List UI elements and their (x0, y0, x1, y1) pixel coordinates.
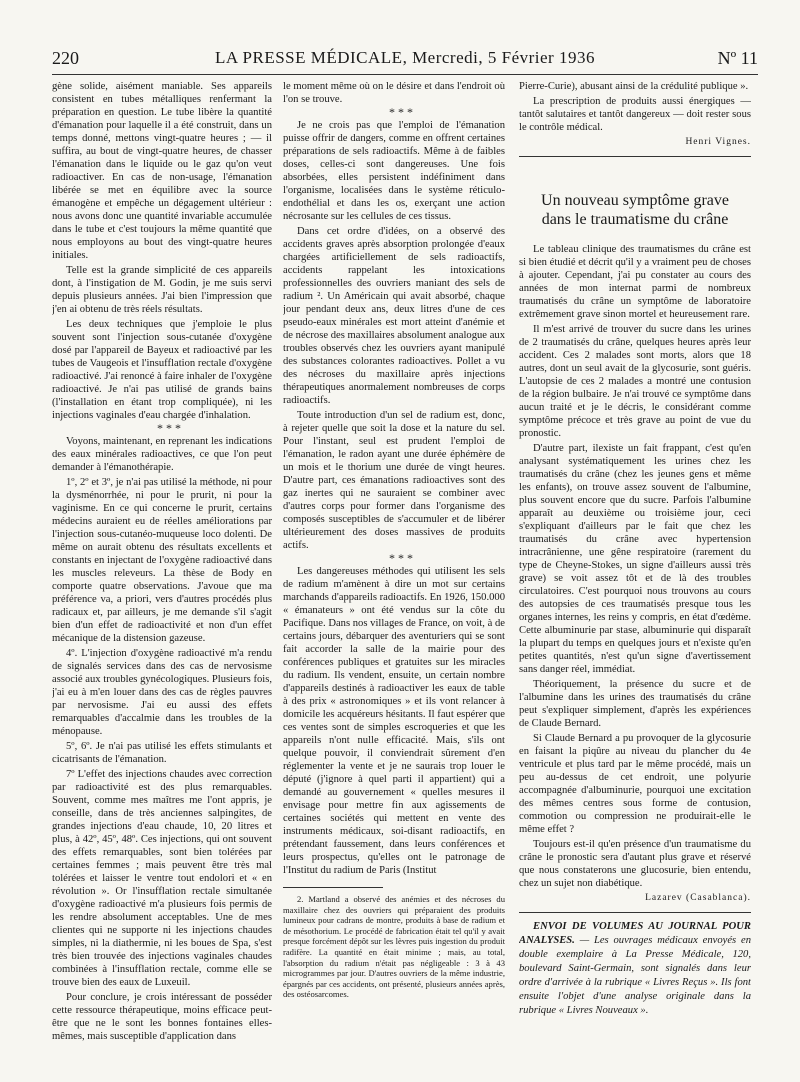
notice-body: — Les ouvrages médicaux envoyés en double exemplaire à La Presse Médicale, 120, boulevard Saint-Germain, sont signalés dans leur ordre d'arrivée à la rubrique « Livres Reçus ». Ils font ensuite l'objet d'une analyse originale dans la rubrique « Livres Nouveaux ». (519, 935, 751, 1016)
paragraph: Toujours est-il qu'en présence d'un traumatisme du crâne le pronostic sera d'autant plus grave et réservé que nous constaterons une glucosurie, bien entendu, chez un sujet non diabétique. (519, 839, 751, 889)
footnote (283, 894, 505, 1000)
paragraph: 4º. L'injection d'oxygène radioactivé m'a rendu de signalés services dans des cas de nervosisme associé aux troubles gynécologiques. Plusieurs fois, j'ai eu à m'en louer dans des cas de règles pauvres par nervosisme. J'ai eu aussi des effets remarquables d'accalmie dans les troubles de la ménopause. (52, 648, 272, 737)
paragraph: Le tableau clinique des traumatismes du crâne est si bien étudié et décrit qu'il y a vraiment peu de choses à ajouter. Cependant, j'ai pu constater au cours des années de mon internat parmi de nombreux traumatisés du crâne un symptôme de laboratoire extrêmement grave sinon mortel et heureusement rare. (519, 244, 751, 320)
footnote-divider (283, 887, 383, 888)
paragraph: D'autre part, ilexiste un fait frappant, c'est qu'en analysant systématiquement les urines chez les traumatisés du crâne (chez les jeunes gens et même les enfants), on trouve assez souvent de l'albumine, plus souvent encore que du sucre. Parfois l'albumine apparaît au deuxième ou troisième jour, ceci s'expliquant d'ailleurs par le fait que chez les traumatisés du crâne avec hypertension intracrânienne, une gêne respiratoire (rarement du type de Cheyne-Stokes, un signe d'ailleurs aussi très grave) se voit assez tôt et de là des troubles circulatoires. C'est pourquoi nous trouvons au cours des autopsies de ces traumatisés presque tous les organes internes, les reins y compris, en état d'œdème. Cette albuminurie par stase, albuminurie qui disparaît la plupart du temps en quelques jours et n'existe qu'en petites quantités, n'est qu'un signe d'avertissement sans danger réel, immédiat. (519, 443, 751, 675)
paragraph: le moment même où on le désire et dans l'endroit où l'on se trouve. (283, 81, 505, 105)
journal-title: LA PRESSE MÉDICALE, Mercredi, 5 Février 1936 (215, 48, 595, 67)
column-left (52, 80, 272, 1078)
paragraph: Dans cet ordre d'idées, on a observé des accidents graves après absorption prolongée d'eaux chargées artificiellement de sels radioactifs, accidents rappelant les intoxications professionnelles des ouvriers maniant des sels de radium ². Un Américain qui avait absorbé, chaque jour pendant deux ans, deux litres d'une de ces pseudo-eaux minérales est mort atteint d'anémie et de nécrose des maxillaires absolument analogue aux troubles observés chez les ouvriers ayant manipulé des substances colorantes radioactives. Pollet a vu des nécroses du maxillaire après injections thérapeutiques anormalement nombreuses de corps radioactifs. (283, 226, 505, 406)
article-title-line: Un nouveau symptôme grave (541, 192, 729, 209)
paragraph: 5º, 6º. Je n'ai pas utilisé les effets stimulants et cicatrisants de l'émanation. (52, 741, 272, 765)
paragraph: La prescription de produits aussi énergiques — tantôt salutaires et tantôt dangereux — doit rester sous le contrôle médical. (519, 96, 751, 133)
paragraph: Les deux techniques que j'emploie le plus souvent sont l'injection sous-cutanée d'oxygène dosé par l'appareil de Bayeux et radioactivé par les tubes de Vaugeois et l'insufflation rectale d'oxygène radioactivé. J'ai renoncé à faire inhaler de l'oxygène radioactivé. Je n'ai pas utilisé de grands bains (l'installation en étant trop compliquée), ni les injections vaginales d'eau chargée d'inhalation. (52, 319, 272, 421)
notice-heading: ENVOI DE VOLUMES AU JOURNAL POUR ANALYSES. (519, 921, 751, 946)
paragraph: 7º L'effet des injections chaudes avec correction par radioactivité est des plus remarquables. Souvent, comme mes maîtres me l'ont appris, je conseille, dans de très anciennes salpingites, de grandes injections d'eau chaude, 10, 20 litres et plus, à 42º, 45º, 48º. Ces injections, qui ont souvent des effets remarquables, sont bien tolérées par certaines femmes ; mais peuvent être très mal tolérées et laisser le ventre tout endolori et « en révolution ». Or l'insufflation rectale simultanée d'oxygène radioactivé m'a plusieurs fois permis de les rendre absolument acceptables. Une de mes clientes qui ne supporte ni les injections chaudes simples, ni la diathermie, ni les boues de Spa, s'est très bien trouvée des injections vaginales chaudes combinées à l'insufflation rectale, comme elle se trouve bien des eaux de Luxeuil. (52, 769, 272, 988)
author-signature: Henri Vignes. (685, 137, 751, 147)
paragraph: Si Claude Bernard a pu provoquer de la glycosurie en faisant la piqûre au niveau du plancher du 4e ventricule et plus tard par le même procédé, mais un peu au-dessus de cet endroit, une polyurie accompagnée d'albuminurie, pourquoi une excitation des mêmes centres sous forme de contusion, commotion ou compression ne produirait-elle le même effet ? (519, 733, 751, 835)
paragraph: Toute introduction d'un sel de radium est, donc, à rejeter quelle que soit la dose et la nature du sel. Pour l'instant, seul est prudent l'emploi de l'émanation, le radon ayant une durée éphémère de un mois et le thorium une durée de vingt heures. D'autre part, ces émanations radioactives sont des gaz inertes qui ne sauraient se combiner avec d'autres corps pour former dans l'organisme des composés susceptibles de s'accumuler et de libérer ultérieurement des doses massives de produits actifs. (283, 410, 505, 551)
paragraph: Pierre-Curie), abusant ainsi de la crédulité publique ». (519, 81, 749, 92)
editorial-notice (519, 920, 751, 1018)
paragraph: Théoriquement, la présence du sucre et de l'albumine dans les urines des traumatisés du crâne peut s'expliquer simplement, d'après les expériences de Claude Bernard. (519, 679, 751, 729)
paragraph: Pour conclure, je crois intéressant de posséder cette ressource thérapeutique, moins efficace peut-être que ne le sont les bonnes fontaines elles-mêmes, mais susceptible d'application dans (52, 992, 272, 1042)
paragraph: Telle est la grande simplicité de ces appareils dont, à l'instigation de M. Godin, je me suis servi depuis plusieurs années. J'ai bien l'impression que j'en ai obtenu de très réels résultats. (52, 265, 272, 315)
page-header (52, 44, 758, 75)
issue-number: Nº 11 (717, 48, 758, 68)
paragraph: 1º, 2º et 3º, je n'ai pas utilisé la méthode, ni pour la dysménorrhée, ni pour le prurit, ni pour la vaginisme. En ce qui concerne le prurit, certains médecins auraient eu de réelles améliorations par l'injection sous-cutanéo-muqueuse loco dolenti. De même on aurait obtenu des résultats excellents et constants en injectant de l'oxygène radioactivé dans les muscles releveurs. La thèse de Body en comporte quatre observations. J'avoue que ma préférence va, a priori, vers d'autres procédés plus radicaux et, par ailleurs, je me demande s'il s'agit bien d'un effet de radioactivité et non d'un effet mécanique de la distension gazeuse. (52, 477, 272, 644)
section-separator: * * * (389, 105, 413, 119)
paragraph: Il m'est arrivé de trouver du sucre dans les urines de 2 traumatisés du crâne, quelques heures après leur accident. Ces 2 malades sont morts, alors que 18 autres, dont un seul avait de la glycosurie, sont guéris. L'autopsie de ces 2 malades a montré une contusion de la région bulbaire. Je n'ai trouvé ce symptôme dans aucun traité et je le décris, le considérant comme symptôme précoce et très grave au point de vue du pronostic. (519, 324, 751, 439)
paragraph: Les dangereuses méthodes qui utilisent les sels de radium m'amènent à dire un mot sur certains marchands d'appareils radioactifs. En 1926, 150.000 « émanateurs » ont été vendus sur la côte du Pacifique. Dans nos villages de France, on voit, à de certains jours, débarquer des aventuriers qui se sont fait accorder la salle de la mairie pour des conférences publiques et gratuites sur les miracles du radium. Ils vendent, ensuite, un certain nombre d'appareils destinés à radioactiver les eaux de table à des prix « astronomiques » et ils vont relancer à domicile les acquéreurs hésitants. Il faut espérer que ces ventes sont de simples escroqueries et que les appareils n'ont nulle efficacité. Mais, s'ils ont quelque pouvoir, il conviendrait sûrement d'en réglementer la vente et je ne saurais trop louer le député (j'ignore à quel parti il appartient) qui a demandé au gouvernement « quelles mesures il envisage pour mettre fin aux agissements de certaines sociétés qui mettent en vente des instruments médicaux, soi-disant radioactifs, en prétendant faussement, dans leurs conférences et leurs prospectus, qu'elles ont le patronage de l'Institut du radium de Paris (Institut (283, 566, 505, 876)
column-right (519, 80, 751, 1078)
paragraph: Voyons, maintenant, en reprenant les indications des eaux minérales radioactives, ce que l'on peut demander à l'émanothérapie. (52, 436, 272, 473)
article-divider (519, 156, 751, 157)
paragraph: Je ne crois pas que l'emploi de l'émanation puisse offrir de dangers, comme en offrent certaines préparations de sels radioactifs. Même à de faibles doses, celles-ci sont dangereuses. Une fois absorbées, elles persistent indéfiniment dans l'organisme, localisées dans le système réticulo-endothélial et dans les os, exerçant une action nécrosante sur les cellules de ces tissus. (283, 120, 505, 222)
footnote-text: 2. Martland a observé des anémies et des nécroses du maxillaire chez des ouvriers qui préparaient des produits lumineux pour cadrans de montre, produits à base de radium et de mésothorium. Le procédé de fabrication était tel qu'il y avait presque forcément dépôt sur les lèvres puis ingestion du produit radifère. La quantité en était minime ; mais, au total, l'absorption du radium n'était pas négligeable : 3 à 43 microgrammes par jour. D'autres ouvriers de la même industrie, épargnés par ces accidents, ont présenté, plusieurs années après, des ostéosarcomes. (283, 894, 505, 1000)
author-signature: Lazarev (Casablanca). (645, 893, 751, 903)
article-title (519, 191, 751, 229)
section-separator: * * * (157, 421, 181, 435)
section-separator: * * * (389, 551, 413, 565)
paragraph: gène solide, aisément maniable. Ses appareils consistent en tubes métalliques renfermant la préparation en question. Le tube libère la quantité d'émanation pour laquelle il a été construit, dans un temps donné, mettons vingt-quatre heures ; — il suffira, au bout de vingt-quatre heures, de chasser l'émanation dans le liquide ou le gaz qu'on veut radioactiver. En cas de non-usage, l'émanation libérée se met en équilibre avec la source émanogène et empêche un dégagement ultérieur : nous avons donc une quantité invariable accumulée dans le tube et c'est toujours la même quantité que nous employons au bout des vingt-quatre heures initiales. (52, 81, 272, 261)
column-middle (283, 80, 505, 1078)
page-number: 220 (52, 48, 79, 68)
article-title-line: dans le traumatisme du crâne (541, 211, 729, 228)
notice-divider (519, 912, 751, 913)
